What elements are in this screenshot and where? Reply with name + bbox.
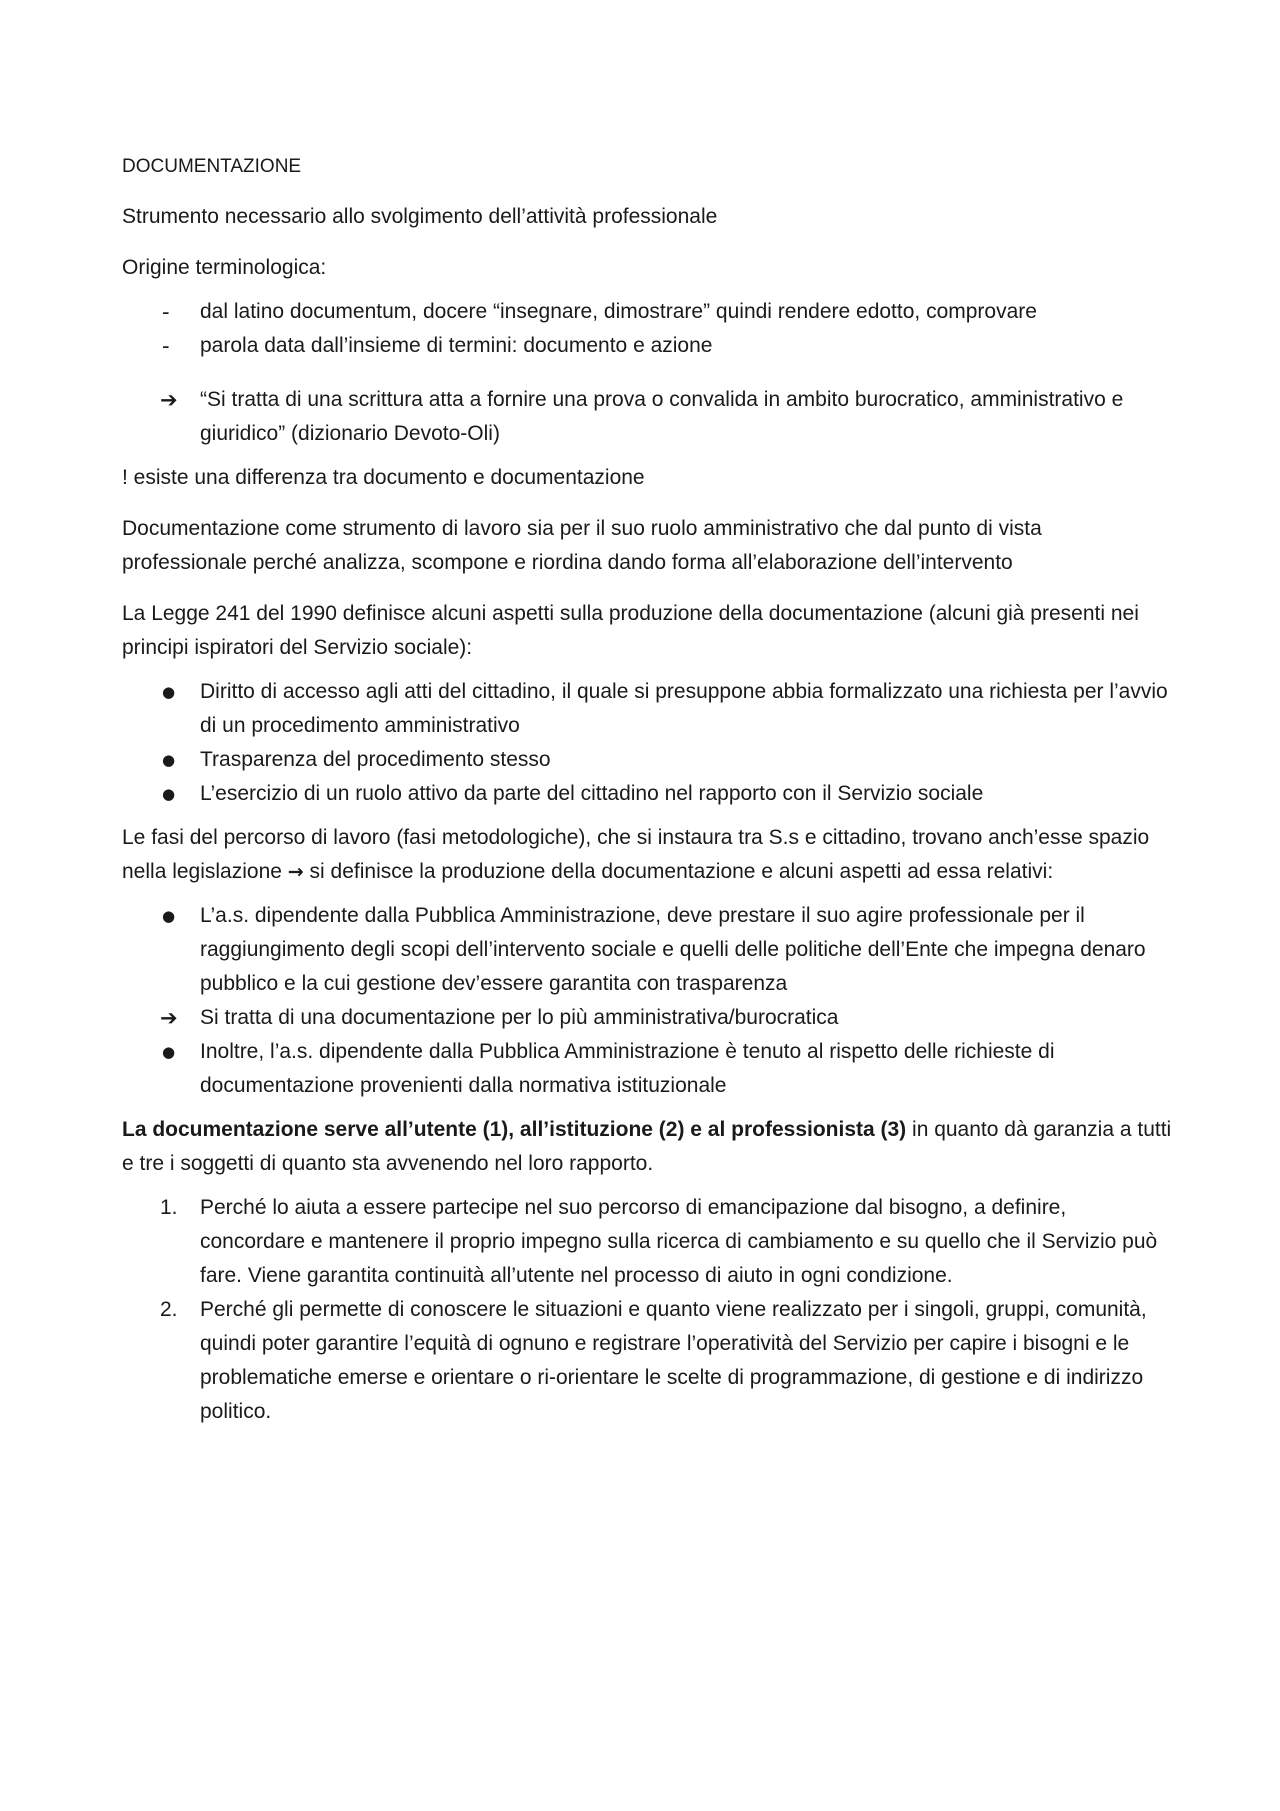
law-list bbox=[122, 675, 1172, 811]
quote-list bbox=[122, 383, 1172, 451]
list-item-text: Diritto di accesso agli atti del cittadino, il quale si presuppone abbia formalizzato una richiesta per l’avvio di un procedimento amministrativo bbox=[200, 680, 1168, 737]
dash-marker: - bbox=[162, 300, 170, 324]
list-item bbox=[122, 383, 1172, 451]
list-item-text: Si tratta di una documentazione per lo più amministrativa/burocratica bbox=[200, 1006, 839, 1029]
purpose-text: in quanto dà garanzia a tutti e tre i soggetti di quanto sta avvenendo nel loro rapporto. bbox=[122, 1118, 1172, 1175]
list-item bbox=[122, 899, 1172, 1001]
number-marker: 1. bbox=[160, 1196, 178, 1219]
purpose-bold-text: La documentazione serve all’utente (1), all’istituzione (2) e al professionista (3) bbox=[122, 1118, 907, 1141]
list-item-text: Inoltre, l’a.s. dipendente dalla Pubblica Amministrazione è tenuto al rispetto delle richieste di documentazione provenienti dalla normativa istituzionale bbox=[200, 1040, 1055, 1097]
arrow-icon: → bbox=[287, 861, 304, 883]
dictionary-quote: “Si tratta di una scrittura atta a fornire una prova o convalida in ambito burocratico, amministrativo e giuridico” (dizionario Devoto-Oli) bbox=[200, 388, 1124, 445]
list-item bbox=[122, 295, 1172, 329]
phases-text-start: Le fasi del percorso di lavoro (fasi metodologiche), che si instaura tra S.s e cittadino, trovano anch’esse spazio nella legislazione bbox=[122, 826, 1150, 883]
origin-heading: Origine terminologica: bbox=[122, 256, 327, 279]
phases-text-end: si definisce la produzione della documentazione e alcuni aspetti ad essa relativi: bbox=[303, 860, 1054, 883]
documentation-paragraph: Documentazione come strumento di lavoro sia per il suo ruolo amministrativo che dal punto di vista professionale perché analizza, scompone e riordina dando forma all’elaborazione dell’intervento bbox=[122, 517, 1042, 574]
arrow-icon: ➔ bbox=[160, 1006, 178, 1030]
list-item bbox=[122, 777, 1172, 811]
list-item bbox=[122, 1035, 1172, 1103]
list-item-text: L’esercizio di un ruolo attivo da parte del cittadino nel rapporto con il Servizio sociale bbox=[200, 782, 984, 805]
list-item bbox=[122, 1001, 1172, 1035]
list-item-text: Trasparenza del procedimento stesso bbox=[200, 748, 551, 771]
list-item bbox=[122, 743, 1172, 777]
list-item-text: dal latino documentum, docere “insegnare, dimostrare” quindi rendere edotto, comprovare bbox=[200, 300, 1037, 323]
phases-paragraph bbox=[122, 821, 1172, 889]
numbered-list bbox=[122, 1191, 1172, 1429]
law-paragraph: La Legge 241 del 1990 definisce alcuni aspetti sulla produzione della documentazione (alcuni già presenti nei principi ispiratori del Servizio sociale): bbox=[122, 602, 1139, 659]
phases-list bbox=[122, 899, 1172, 1103]
origin-list bbox=[122, 295, 1172, 363]
difference-note: ! esiste una differenza tra documento e documentazione bbox=[122, 466, 645, 489]
intro-paragraph: Strumento necessario allo svolgimento dell’attività professionale bbox=[122, 205, 718, 228]
list-item bbox=[122, 675, 1172, 743]
bullet-icon: ● bbox=[162, 683, 176, 701]
arrow-icon: ➔ bbox=[160, 388, 178, 412]
bullet-icon: ● bbox=[162, 907, 176, 925]
dash-marker: - bbox=[162, 334, 170, 358]
bullet-icon: ● bbox=[162, 785, 176, 803]
spacer bbox=[122, 363, 1172, 383]
purpose-paragraph bbox=[122, 1113, 1172, 1181]
list-item bbox=[122, 329, 1172, 363]
number-marker: 2. bbox=[160, 1298, 178, 1321]
list-item bbox=[122, 1191, 1172, 1293]
bullet-icon: ● bbox=[162, 751, 176, 769]
list-item-text: parola data dall’insieme di termini: documento e azione bbox=[200, 334, 713, 357]
list-item-text: L’a.s. dipendente dalla Pubblica Amministrazione, deve prestare il suo agire professionale per il raggiungimento degli scopi dell’intervento sociale e quelli delle politiche dell’Ente che impegna denaro pubblico e la cui gestione dev’essere garantita con trasparenza bbox=[200, 904, 1146, 995]
list-item bbox=[122, 1293, 1172, 1429]
list-item-text: Perché gli permette di conoscere le situazioni e quanto viene realizzato per i singoli, gruppi, comunità, quindi poter garantire l’equità di ognuno e registrare l’operatività del Servizio per capire i bisogni e le problematiche emerse e orientare o ri-orientare le scelte di programmazione, di gestione e di indirizzo politico. bbox=[200, 1298, 1147, 1423]
document-page bbox=[122, 150, 1172, 1446]
list-item-text: Perché lo aiuta a essere partecipe nel suo percorso di emancipazione dal bisogno, a definire, concordare e mantenere il proprio impegno sulla ricerca di cambiamento e su quello che il Servizio può fare. Viene garantita continuità all’utente nel processo di aiuto in ogni condizione. bbox=[200, 1196, 1158, 1287]
document-title: DOCUMENTAZIONE bbox=[122, 156, 302, 177]
bullet-icon: ● bbox=[162, 1043, 176, 1061]
